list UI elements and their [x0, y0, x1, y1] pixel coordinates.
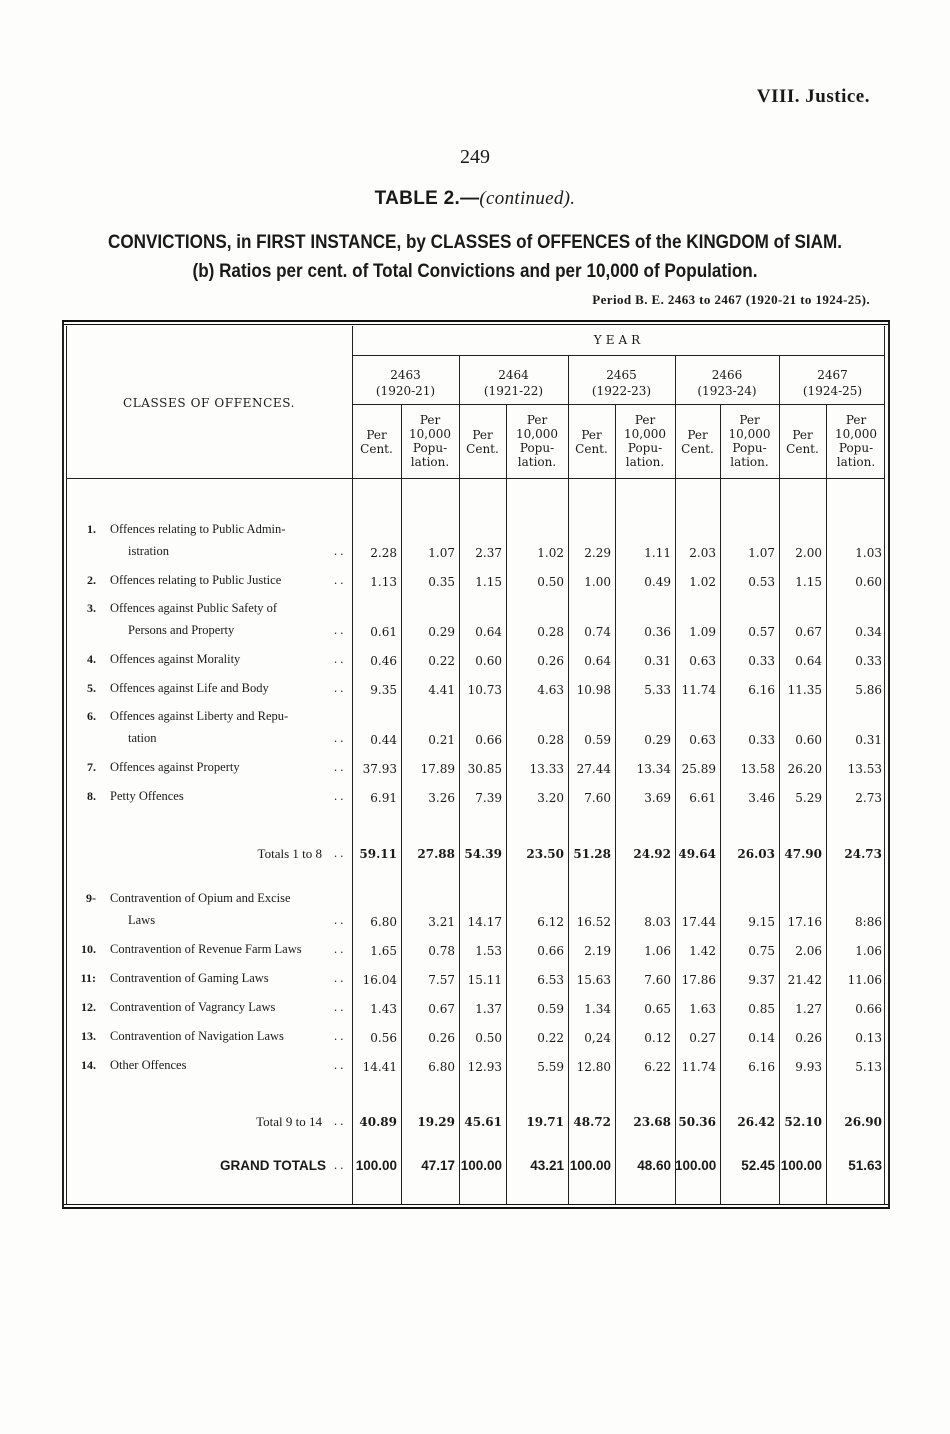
value-cell: 1.53 — [475, 944, 502, 958]
row-number: 1. — [87, 522, 96, 536]
year-label: YEAR — [593, 333, 645, 347]
leader-dots: . . — [334, 942, 344, 956]
value-cell: 10.73 — [467, 683, 502, 697]
value-cell: 13.33 — [529, 762, 564, 776]
year-header — [568, 367, 675, 399]
value-cell: 0.64 — [795, 654, 822, 668]
value-cell: 7.60 — [644, 973, 671, 987]
per-cent-heading: Per Cent. — [681, 428, 714, 456]
leader-dots: . . — [334, 789, 344, 803]
value-cell: 0.28 — [537, 625, 564, 639]
grand-total-cell: 100.00 — [569, 1158, 611, 1173]
offence-label: Contravention of Revenue Farm Laws — [110, 942, 302, 956]
value-cell: 15.11 — [467, 973, 502, 987]
row-number: 7. — [87, 760, 96, 774]
offence-label: Laws — [128, 913, 156, 927]
value-cell: 0.50 — [537, 575, 564, 589]
leader-dots: . . — [334, 652, 344, 666]
value-cell: 9.15 — [748, 915, 775, 929]
value-cell: 0.29 — [428, 625, 455, 639]
leader-dots: . . — [334, 1158, 344, 1172]
leader-dots: . . — [334, 1029, 344, 1043]
value-cell: 6.61 — [689, 791, 716, 805]
value-cell: 1.37 — [475, 1002, 502, 1016]
value-cell: 2.73 — [855, 791, 882, 805]
value-cell: 0.34 — [855, 625, 882, 639]
table-label: TABLE 2.— — [374, 188, 480, 209]
value-cell: 37.93 — [362, 762, 397, 776]
value-cell: 13.53 — [847, 762, 882, 776]
offence-label: Contravention of Vagrancy Laws — [110, 1000, 276, 1014]
value-cell: 9.37 — [748, 973, 775, 987]
offence-label: Persons and Property — [128, 623, 235, 637]
total-cell: 19.71 — [526, 1115, 564, 1129]
value-cell: 5.59 — [537, 1060, 564, 1074]
value-cell: 2.00 — [795, 546, 822, 560]
value-cell: 0.67 — [428, 1002, 455, 1016]
value-cell: 0.63 — [689, 654, 716, 668]
value-cell: 0.66 — [475, 733, 502, 747]
section-heading: VIII. Justice. — [756, 86, 870, 107]
offence-label: Contravention of Navigation Laws — [110, 1029, 284, 1043]
value-cell: 1.15 — [475, 575, 502, 589]
value-cell: 0.33 — [855, 654, 882, 668]
value-cell: 0.75 — [748, 944, 775, 958]
value-cell: 5.29 — [795, 791, 822, 805]
year-ce: (1922-23) — [591, 384, 652, 398]
leader-dots: . . — [334, 573, 344, 587]
value-cell: 0.21 — [428, 733, 455, 747]
value-cell: 2.28 — [370, 546, 397, 560]
total-cell: 27.88 — [417, 847, 455, 861]
value-cell: 0.33 — [748, 733, 775, 747]
leader-dots: . . — [334, 760, 344, 774]
value-cell: 0.78 — [428, 944, 455, 958]
value-cell: 5.33 — [644, 683, 671, 697]
table-top-rule — [62, 320, 890, 322]
value-cell: 0.50 — [475, 1031, 502, 1045]
year-rule — [352, 355, 884, 356]
year-be: 2463 — [390, 368, 421, 382]
year-ce: (1923-24) — [697, 384, 757, 398]
value-cell: 0.13 — [855, 1031, 882, 1045]
value-cell: 3.20 — [537, 791, 564, 805]
table-title — [0, 188, 950, 210]
value-cell: 0.14 — [748, 1031, 775, 1045]
value-cell: 17.16 — [787, 915, 822, 929]
grand-total-cell: 100.00 — [460, 1158, 502, 1173]
value-cell: 15.63 — [576, 973, 611, 987]
value-cell: 17.44 — [681, 915, 716, 929]
value-cell: 3.21 — [428, 915, 455, 929]
year-be: 2464 — [498, 368, 529, 382]
grand-total-cell: 43.21 — [530, 1158, 564, 1173]
leader-dots: . . — [334, 681, 344, 695]
value-cell: 0.53 — [748, 575, 775, 589]
value-cell: 0.22 — [537, 1031, 564, 1045]
value-cell: 27.44 — [576, 762, 611, 776]
per-cent-heading: Per Cent. — [466, 428, 499, 456]
value-cell: 1.15 — [795, 575, 822, 589]
value-cell: 9.35 — [370, 683, 397, 697]
value-cell: 13.58 — [740, 762, 775, 776]
right-border — [888, 322, 890, 1208]
value-cell: 6.16 — [748, 1060, 775, 1074]
row-number: 3. — [87, 601, 96, 615]
value-cell: 1.02 — [689, 575, 716, 589]
row-number: 2. — [87, 573, 96, 587]
leader-dots: . . — [334, 1114, 344, 1128]
per-population-heading: Per 10,000 Popu- lation. — [624, 413, 666, 469]
value-cell: 30.85 — [467, 762, 502, 776]
value-cell: 0.67 — [795, 625, 822, 639]
grand-total-cell: 48.60 — [637, 1158, 671, 1173]
value-cell: 25.89 — [681, 762, 716, 776]
table-continued: (continued). — [479, 188, 576, 209]
value-cell: 1.00 — [584, 575, 611, 589]
leader-dots: . . — [334, 913, 344, 927]
per-population-heading: Per 10,000 Popu- lation. — [516, 413, 558, 469]
grand-total-cell: 100.00 — [355, 1158, 397, 1173]
total-cell: 50.36 — [678, 1115, 716, 1129]
value-cell: 2.06 — [795, 944, 822, 958]
offence-label: Offences relating to Public Admin- — [110, 522, 286, 536]
value-cell: 1.63 — [689, 1002, 716, 1016]
total-cell: 26.90 — [844, 1115, 882, 1129]
row-number: 8. — [87, 789, 96, 803]
value-cell: 0.12 — [644, 1031, 671, 1045]
per-cent-heading: Per Cent. — [575, 428, 608, 456]
grand-total-cell: 52.45 — [741, 1158, 775, 1173]
grand-total-cell: 100.00 — [675, 1158, 717, 1173]
value-cell: 7.57 — [428, 973, 455, 987]
year-be: 2465 — [606, 368, 637, 382]
year-ce: (1924-25) — [802, 384, 863, 398]
total-cell: 48.72 — [573, 1115, 611, 1129]
grand-total-cell: 51.63 — [848, 1158, 882, 1173]
total-cell: 26.42 — [737, 1115, 775, 1129]
totals-9-14-label: Total 9 to 14 — [256, 1114, 322, 1129]
per-population-heading: Per 10,000 Popu- lation. — [409, 413, 451, 469]
value-cell: 17.86 — [681, 973, 716, 987]
value-cell: 0.26 — [428, 1031, 455, 1045]
value-cell: 2.19 — [584, 944, 611, 958]
row-number: 12. — [81, 1000, 96, 1014]
offence-label: Offences against Liberty and Repu- — [110, 709, 289, 723]
value-cell: 3.69 — [644, 791, 671, 805]
value-cell: 1.02 — [537, 546, 564, 560]
column-rule — [779, 356, 780, 1204]
value-cell: 0.61 — [370, 625, 397, 639]
value-cell: 9.93 — [795, 1060, 822, 1074]
totals-1-8-label: Totals 1 to 8 — [257, 846, 322, 861]
value-cell: 0.63 — [689, 733, 716, 747]
offence-label: Contravention of Gaming Laws — [110, 971, 269, 985]
per-cent-heading: Per Cent. — [360, 428, 393, 456]
row-number: 9- — [86, 891, 96, 905]
row-number: 6. — [87, 709, 96, 723]
value-cell: 0.65 — [644, 1002, 671, 1016]
value-cell: 0.33 — [748, 654, 775, 668]
value-cell: 0.28 — [537, 733, 564, 747]
offence-label: Offences against Life and Body — [110, 681, 269, 695]
grand-totals-label: GRAND TOTALS — [220, 1158, 326, 1173]
value-cell: 8:86 — [855, 915, 882, 929]
total-cell: 24.73 — [844, 847, 882, 861]
value-cell: 1.07 — [748, 546, 775, 560]
offence-label: Offences against Property — [110, 760, 240, 774]
page-number: 249 — [460, 146, 490, 168]
leader-dots: . . — [334, 731, 344, 745]
value-cell: 0.22 — [428, 654, 455, 668]
value-cell: 1.42 — [689, 944, 716, 958]
value-cell: 0.60 — [795, 733, 822, 747]
value-cell: 17.89 — [420, 762, 455, 776]
main-title: CONVICTIONS, in FIRST INSTANCE, by CLASSES of OFFENCES of the KINGDOM of SIAM. — [107, 232, 843, 253]
offence-label: tation — [128, 731, 157, 745]
offence-label: Offences relating to Public Justice — [110, 573, 282, 587]
value-cell: 12.93 — [467, 1060, 502, 1074]
leader-dots: . . — [334, 1058, 344, 1072]
value-cell: 6.22 — [644, 1060, 671, 1074]
grand-total-cell: 47.17 — [421, 1158, 455, 1173]
value-cell: 0.31 — [644, 654, 671, 668]
leader-dots: . . — [334, 971, 344, 985]
leader-dots: . . — [334, 846, 344, 860]
value-cell: 0.74 — [584, 625, 611, 639]
row-number: 4. — [87, 652, 96, 666]
value-cell: 4.63 — [537, 683, 564, 697]
table-top-rule-inner — [62, 324, 890, 325]
year-header — [352, 367, 459, 399]
value-cell: 6.80 — [428, 1060, 455, 1074]
header-bottom-rule — [66, 478, 884, 479]
row-number: 5. — [87, 681, 96, 695]
value-cell: 3.46 — [748, 791, 775, 805]
value-cell: 7.39 — [475, 791, 502, 805]
classes-of-offences-heading: CLASSES OF OFFENCES. — [122, 396, 296, 410]
value-cell: 16.52 — [576, 915, 611, 929]
total-cell: 52.10 — [784, 1115, 822, 1129]
total-cell: 51.28 — [573, 847, 611, 861]
value-cell: 0.35 — [428, 575, 455, 589]
value-cell: 8.03 — [644, 915, 671, 929]
year-ce: (1920-21) — [375, 384, 436, 398]
value-cell: 21.42 — [787, 973, 822, 987]
value-cell: 1.06 — [644, 944, 671, 958]
value-cell: 1.03 — [855, 546, 882, 560]
value-cell: 1.27 — [795, 1002, 822, 1016]
offence-label: Contravention of Opium and Excise — [110, 891, 291, 905]
value-cell: 0.31 — [855, 733, 882, 747]
value-cell: 0.26 — [537, 654, 564, 668]
value-cell: 11.35 — [787, 683, 822, 697]
subhead-rule — [352, 404, 884, 405]
year-ce: (1921-22) — [483, 384, 544, 398]
value-cell: 0.27 — [689, 1031, 716, 1045]
value-cell: 16.04 — [362, 973, 397, 987]
year-header — [779, 367, 886, 399]
total-cell: 47.90 — [784, 847, 822, 861]
offence-label: istration — [128, 544, 169, 558]
value-cell: 0.66 — [855, 1002, 882, 1016]
total-cell: 59.11 — [359, 847, 397, 861]
value-cell: 1.43 — [370, 1002, 397, 1016]
row-number: 11: — [80, 971, 96, 985]
table-bottom-rule-inner — [62, 1204, 890, 1205]
value-cell: 0.64 — [584, 654, 611, 668]
offence-label: Petty Offences — [110, 789, 184, 803]
value-cell: 1.07 — [428, 546, 455, 560]
value-cell: 14.17 — [467, 915, 502, 929]
value-cell: 0.59 — [537, 1002, 564, 1016]
value-cell: 0.36 — [644, 625, 671, 639]
grand-total-cell: 100.00 — [780, 1158, 822, 1173]
value-cell: 1.11 — [644, 546, 671, 560]
value-cell: 0.29 — [644, 733, 671, 747]
value-cell: 0.59 — [584, 733, 611, 747]
value-cell: 0.64 — [475, 625, 502, 639]
value-cell: 0.66 — [537, 944, 564, 958]
per-population-heading: Per 10,000 Popu- lation. — [728, 413, 771, 469]
sub-title: (b) Ratios per cent. of Total Convictions and per 10,000 of Population. — [192, 261, 758, 282]
value-cell: 0.57 — [748, 625, 775, 639]
value-cell: 26.20 — [787, 762, 822, 776]
leader-dots: . . — [334, 623, 344, 637]
value-cell: 0,24 — [584, 1031, 611, 1045]
value-cell: 1.06 — [855, 944, 882, 958]
year-be: 2467 — [817, 368, 848, 382]
value-cell: 1.34 — [584, 1002, 611, 1016]
value-cell: 11.74 — [681, 1060, 716, 1074]
value-cell: 3.26 — [428, 791, 455, 805]
total-cell: 54.39 — [464, 847, 502, 861]
column-rule — [459, 356, 460, 1204]
value-cell: 0.85 — [748, 1002, 775, 1016]
value-cell: 6.16 — [748, 683, 775, 697]
period-line: Period B. E. 2463 to 2467 (1920-21 to 1924-25). — [592, 292, 870, 307]
total-cell: 26.03 — [737, 847, 775, 861]
value-cell: 0.60 — [475, 654, 502, 668]
offence-label: Other Offences — [110, 1058, 187, 1072]
value-cell: 1.13 — [370, 575, 397, 589]
per-cent-heading: Per Cent. — [786, 428, 819, 456]
year-be: 2466 — [711, 368, 743, 382]
value-cell: 14.41 — [362, 1060, 397, 1074]
total-cell: 40.89 — [359, 1115, 397, 1129]
value-cell: 2.37 — [475, 546, 502, 560]
total-cell: 23.68 — [633, 1115, 671, 1129]
total-cell: 24.92 — [633, 847, 671, 861]
total-cell: 45.61 — [464, 1115, 502, 1129]
column-rule — [568, 356, 569, 1204]
row-number: 13. — [81, 1029, 96, 1043]
value-cell: 6.53 — [537, 973, 564, 987]
total-cell: 23.50 — [526, 847, 564, 861]
value-cell: 1.65 — [370, 944, 397, 958]
column-rule — [675, 356, 676, 1204]
row-number: 10. — [81, 942, 96, 956]
year-header — [459, 367, 568, 399]
value-cell: 1.09 — [689, 625, 716, 639]
leader-dots: . . — [334, 1000, 344, 1014]
value-cell: 0.44 — [370, 733, 397, 747]
value-cell: 6.80 — [370, 915, 397, 929]
value-cell: 0.56 — [370, 1031, 397, 1045]
offence-label: Offences against Morality — [110, 652, 241, 666]
leader-dots: . . — [334, 544, 344, 558]
table-bottom-rule — [62, 1207, 890, 1209]
per-population-heading: Per 10,000 Popu- lation. — [835, 413, 877, 469]
value-cell: 13.34 — [636, 762, 671, 776]
value-cell: 0.26 — [795, 1031, 822, 1045]
value-cell: 7.60 — [584, 791, 611, 805]
offence-label: Offences against Public Safety of — [110, 601, 278, 615]
value-cell: 0.49 — [644, 575, 671, 589]
value-cell: 12.80 — [576, 1060, 611, 1074]
value-cell: 5.86 — [855, 683, 882, 697]
value-cell: 2.03 — [689, 546, 716, 560]
value-cell: 10.98 — [576, 683, 611, 697]
row-number: 14. — [81, 1058, 96, 1072]
total-cell: 19.29 — [417, 1115, 455, 1129]
value-cell: 4.41 — [428, 683, 455, 697]
value-cell: 6.12 — [537, 915, 564, 929]
value-cell: 11.74 — [681, 683, 716, 697]
value-cell: 2.29 — [584, 546, 611, 560]
value-cell: 5.13 — [855, 1060, 882, 1074]
value-cell: 0.60 — [855, 575, 882, 589]
value-cell: 11.06 — [847, 973, 882, 987]
total-cell: 49.64 — [678, 847, 716, 861]
year-header — [675, 367, 779, 399]
value-cell: 6.91 — [370, 791, 397, 805]
value-cell: 0.46 — [370, 654, 397, 668]
